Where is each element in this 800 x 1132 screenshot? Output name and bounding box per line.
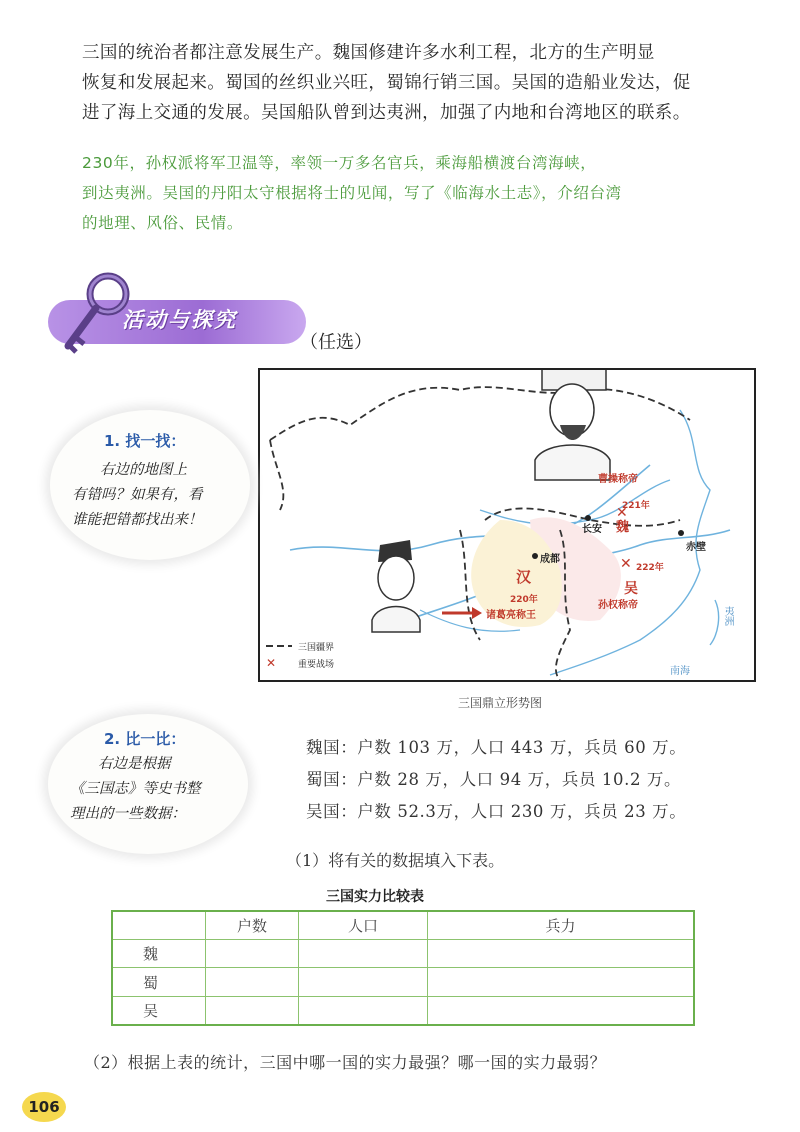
intro-line-3: 进了海上交通的发展。吴国船队曾到达夷洲，加强了内地和台湾地区的联系。 — [82, 103, 691, 123]
label-sun-quan: 孙权称帝 — [598, 600, 638, 611]
task1-body — [72, 458, 252, 533]
cell-wu-troops[interactable] — [428, 996, 695, 1025]
header-population: 人口 — [299, 911, 428, 940]
cell-wu-households[interactable] — [206, 996, 299, 1025]
table-title: 三国实力比较表 — [326, 889, 424, 905]
task1-line-1: 右边的地图上 — [100, 462, 187, 478]
note-line-2: 到达夷洲。吴国的丹阳太守根据将士的见闻，写了《临海水土志》，介绍台湾 — [82, 184, 622, 202]
task1-line-3: 谁能把错都找出来！ — [72, 512, 203, 528]
label-year-221: 221年 — [622, 501, 650, 511]
question-1: （1）将有关的数据填入下表。 — [286, 851, 505, 870]
task2-line-3: 理出的一些数据： — [70, 806, 186, 822]
intro-line-2: 恢复和发展起来。蜀国的丝织业兴旺，蜀锦行销三国。吴国的造船业发达，促 — [82, 73, 691, 93]
cell-shu-population[interactable] — [299, 968, 428, 996]
label-zhuge: 诸葛亮称王 — [486, 610, 536, 621]
svg-text:✕: ✕ — [266, 656, 277, 670]
label-yizhou: 夷洲 — [722, 606, 733, 626]
note-line-1: 230年，孙权派将军卫温等，率领一万多名官兵，乘海船横渡台湾海峡， — [82, 154, 597, 172]
task2-line-2: 《三国志》等史书整 — [70, 781, 201, 797]
cell-wei-population[interactable] — [299, 940, 428, 968]
page-number: 106 — [22, 1092, 66, 1122]
activity-banner-title: 活动与探究 — [122, 308, 237, 332]
stat-shu: 蜀国：户数 28 万，人口 94 万，兵员 10.2 万。 — [306, 770, 682, 789]
taiwan-note — [82, 148, 752, 238]
cell-wei-households[interactable] — [206, 940, 299, 968]
note-line-3: 的地理、风俗、民情。 — [82, 214, 244, 232]
label-chengdu: 成都 — [540, 554, 560, 565]
cell-shu-troops[interactable] — [428, 968, 695, 996]
svg-text:✕: ✕ — [616, 505, 628, 521]
label-wu: 吴 — [624, 581, 638, 597]
label-nanhai: 南海 — [670, 666, 690, 677]
comparison-table — [111, 910, 695, 1026]
task2-title: 2. 比一比： — [104, 730, 186, 748]
row-label-wu: 吴 — [112, 996, 206, 1025]
label-year-222: 222年 — [636, 563, 664, 573]
map-drawing — [260, 370, 754, 680]
row-label-wei: 魏 — [112, 940, 206, 968]
question-2: （2）根据上表的统计，三国中哪一国的实力最强？哪一国的实力最弱？ — [84, 1053, 607, 1072]
legend-battle: 重要战场 — [298, 660, 335, 670]
header-blank — [112, 911, 206, 940]
stat-wei: 魏国：户数 103 万，人口 443 万，兵员 60 万。 — [306, 738, 687, 757]
zhuge-liang-portrait — [372, 540, 420, 632]
optional-label: （任选） — [300, 332, 372, 353]
cell-shu-households[interactable] — [206, 968, 299, 996]
task2-body — [70, 752, 250, 827]
map-caption: 三国鼎立形势图 — [458, 696, 543, 710]
label-chibi: 赤壁 — [686, 542, 706, 553]
cell-wu-population[interactable] — [299, 996, 428, 1025]
three-kingdoms-map — [258, 368, 756, 682]
table-row — [112, 968, 694, 996]
svg-text:✕: ✕ — [620, 556, 632, 572]
task2-line-1: 右边是根据 — [98, 756, 171, 772]
label-wei: 魏 — [616, 520, 630, 535]
table-row — [112, 940, 694, 968]
label-cao-pi: 曹操称帝 — [598, 474, 638, 485]
stat-wu: 吴国：户数 52.3万，人口 230 万，兵员 23 万。 — [306, 802, 687, 821]
legend-border: 三国疆界 — [298, 643, 335, 653]
task1-title: 1. 找一找： — [104, 432, 186, 450]
header-troops: 兵力 — [428, 911, 695, 940]
cell-wei-troops[interactable] — [428, 940, 695, 968]
label-changan: 长安 — [582, 524, 602, 535]
header-households: 户数 — [206, 911, 299, 940]
label-year-220: 220年 — [510, 595, 538, 605]
intro-paragraph — [82, 38, 752, 128]
table-row — [112, 996, 694, 1025]
intro-line-1: 三国的统治者都注意发展生产。魏国修建许多水利工程，北方的生产明显 — [82, 43, 655, 63]
label-han: 汉 — [516, 568, 532, 586]
row-label-shu: 蜀 — [112, 968, 206, 996]
task1-line-2: 有错吗？如果有，看 — [72, 487, 203, 503]
table-header-row — [112, 911, 694, 940]
cao-cao-portrait — [535, 370, 610, 480]
